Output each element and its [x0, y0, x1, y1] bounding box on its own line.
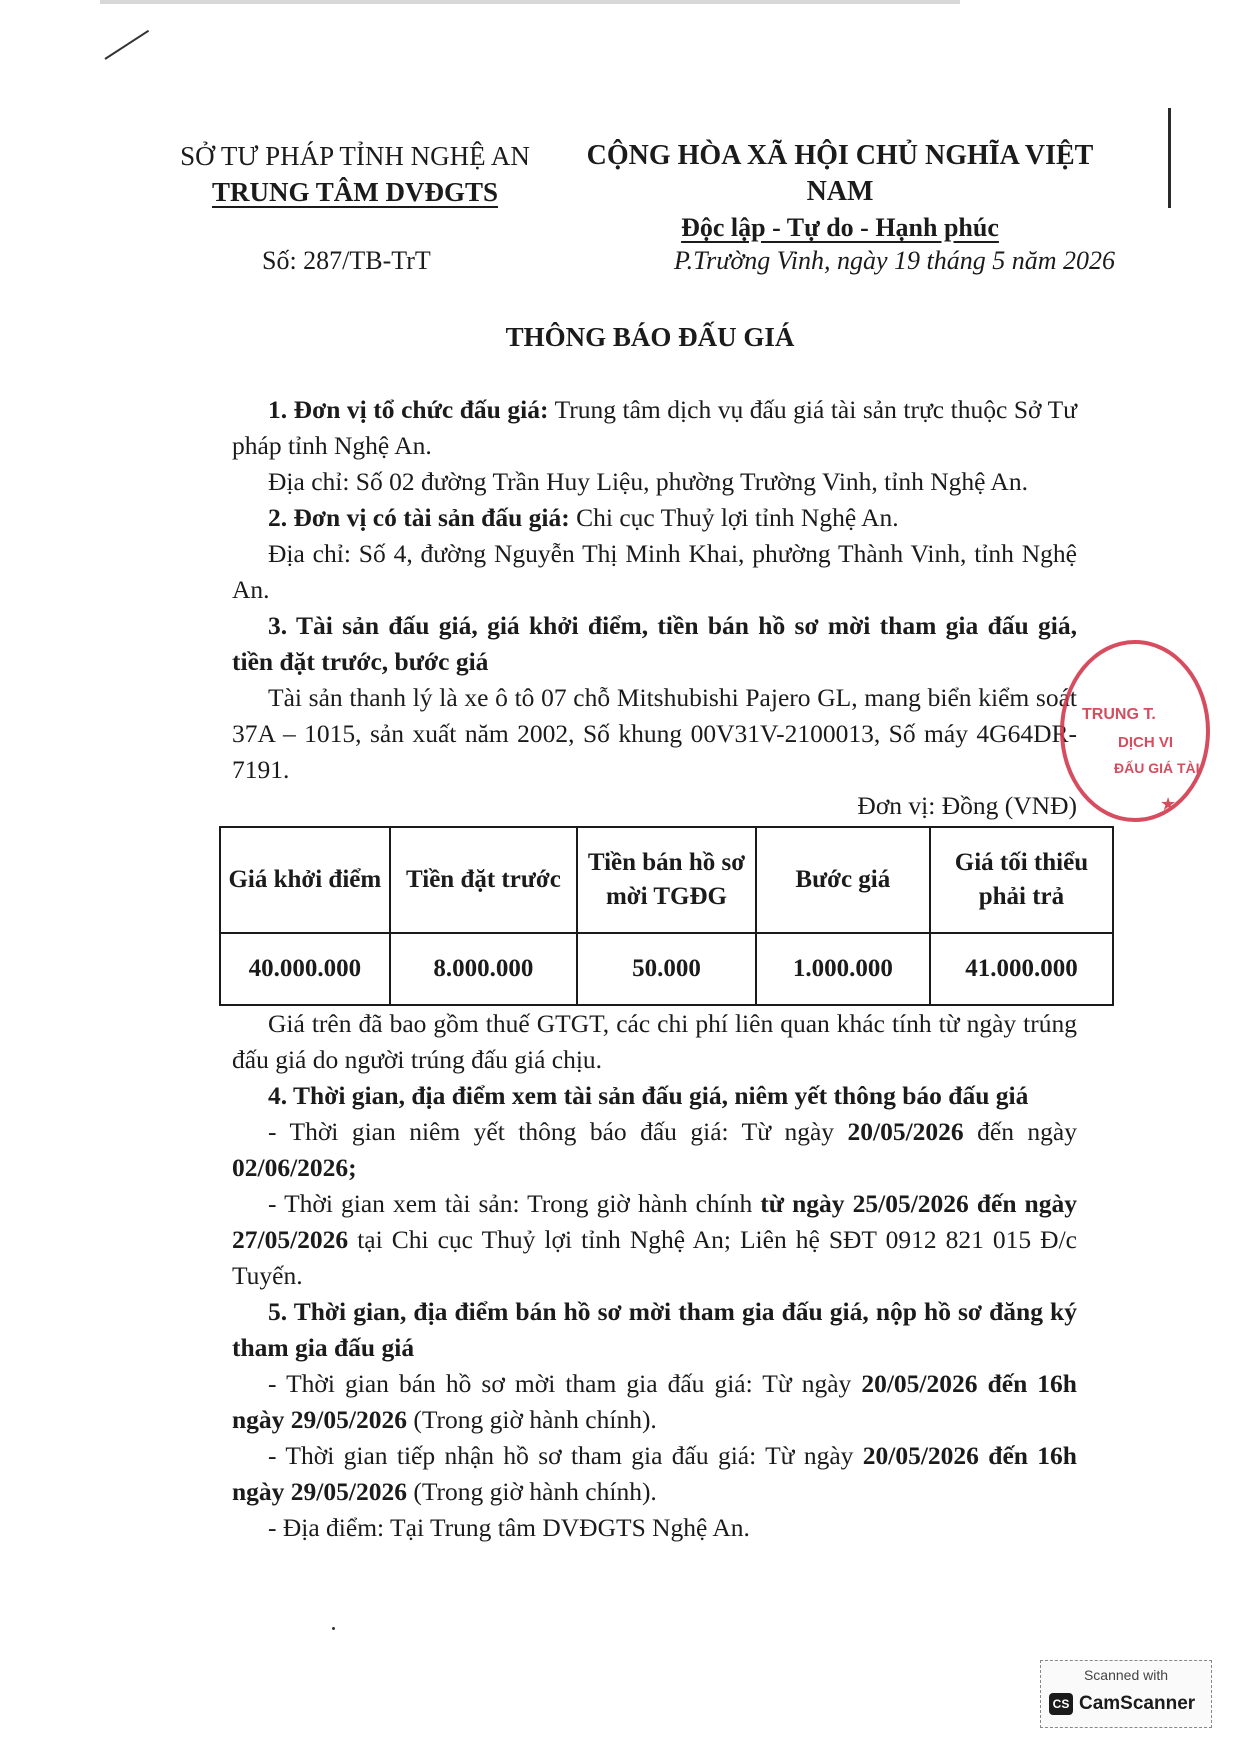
national-title: CỘNG HÒA XÃ HỘI CHỦ NGHĨA VIỆT NAM — [586, 140, 1094, 207]
section-5-item-2: - Thời gian tiếp nhận hồ sơ tham gia đấu giá: Từ ngày 20/05/2026 đến 16h ngày 29/05/2026 (Trong giờ hành chính). — [232, 1441, 1077, 1506]
table-cell: 1.000.000 — [756, 933, 930, 1005]
document-date: P.Trường Vinh, ngày 19 tháng 5 năm 2026 — [674, 246, 1115, 275]
price-note: Giá trên đã bao gồm thuế GTGT, các chi phí liên quan khác tính từ ngày trúng đấu giá do người trúng đấu giá chịu. — [232, 1009, 1077, 1074]
table-header: Giá khởi điểm — [220, 827, 390, 933]
scan-right-edge — [1168, 108, 1171, 208]
section-4-item-2: - Thời gian xem tài sản: Trong giờ hành chính từ ngày 25/05/2026 đến ngày 27/05/2026 tại Chi cục Thuỷ lợi tỉnh Nghệ An; Liên hệ SĐT 0912 821 015 Đ/c Tuyến. — [232, 1189, 1077, 1290]
pen-mark — [104, 30, 149, 60]
section-4-item-1: - Thời gian niêm yết thông báo đấu giá: Từ ngày 20/05/2026 đến ngày 02/06/2026; — [232, 1117, 1077, 1182]
section-5-heading: 5. Thời gian, địa điểm bán hồ sơ mời tham gia đấu giá, nộp hồ sơ đăng ký tham gia đấu giá — [232, 1297, 1077, 1362]
section-1: 1. Đơn vị tổ chức đấu giá: Trung tâm dịch vụ đấu giá tài sản trực thuộc Sở Tư pháp tỉnh Nghệ An. — [232, 395, 1077, 460]
section-2: 2. Đơn vị có tài sản đấu giá: Chi cục Thuỷ lợi tỉnh Nghệ An. — [268, 503, 899, 532]
camscanner-logo-icon: CS — [1049, 1693, 1073, 1715]
table-header: Tiền đặt trước — [390, 827, 578, 933]
watermark-brand: CamScanner — [1079, 1693, 1196, 1714]
section-5-item-3: - Địa điểm: Tại Trung tâm DVĐGTS Nghệ An. — [268, 1513, 750, 1542]
section-3-heading: 3. Tài sản đấu giá, giá khởi điểm, tiền bán hồ sơ mời tham gia đấu giá, tiền đặt trước, bước giá — [232, 611, 1077, 676]
issuer-header — [165, 138, 545, 210]
national-header — [560, 138, 1120, 246]
section-5-item-1: - Thời gian bán hồ sơ mời tham gia đấu giá: Từ ngày 20/05/2026 đến 16h ngày 29/05/2026 (Trong giờ hành chính). — [232, 1369, 1077, 1434]
table-header: Bước giá — [756, 827, 930, 933]
document-title: THÔNG BÁO ĐẤU GIÁ — [505, 322, 795, 352]
national-motto: Độc lập - Tự do - Hạnh phúc — [681, 213, 999, 242]
table-cell: 8.000.000 — [390, 933, 578, 1005]
currency-unit: Đơn vị: Đồng (VNĐ) — [857, 791, 1077, 820]
seal-star-icon: ★ — [1160, 794, 1177, 814]
scan-top-edge — [100, 0, 960, 4]
table-cell: 41.000.000 — [930, 933, 1113, 1005]
issuer-parent: SỞ TƯ PHÁP TỈNH NGHỆ AN — [180, 141, 530, 171]
section-2-address: Địa chỉ: Số 4, đường Nguyễn Thị Minh Khai, phường Thành Vinh, tỉnh Nghệ An. — [232, 539, 1077, 604]
document-number: Số: 287/TB-TrT — [262, 246, 431, 275]
camscanner-watermark — [1040, 1660, 1212, 1728]
watermark-caption: Scanned with — [1083, 1667, 1169, 1683]
issuer-name: TRUNG TÂM DVĐGTS — [211, 177, 499, 207]
table-row — [220, 933, 1113, 1005]
seal-text: ĐẤU GIÁ TÀI — [1114, 760, 1200, 776]
table-cell: 40.000.000 — [220, 933, 390, 1005]
seal-text: TRUNG T. — [1082, 706, 1156, 723]
document-body — [228, 392, 1089, 1546]
official-seal — [1060, 640, 1210, 822]
table-header: Tiền bán hồ sơ mời TGĐG — [577, 827, 756, 933]
section-1-address: Địa chỉ: Số 02 đường Trần Huy Liệu, phường Trường Vinh, tỉnh Nghệ An. — [268, 467, 1028, 496]
table-header: Giá tối thiểu phải trả — [930, 827, 1113, 933]
table-cell: 50.000 — [577, 933, 756, 1005]
asset-description: Tài sản thanh lý là xe ô tô 07 chỗ Mitshubishi Pajero GL, mang biển kiểm soát 37A – 1015, sản xuất năm 2002, Số khung 00V31V-2100013, Số máy 4G64DR-7191. — [232, 683, 1077, 784]
table-header-row — [220, 827, 1113, 933]
scan-speck — [332, 1627, 335, 1630]
auction-price-table — [219, 826, 1114, 1006]
section-4-heading: 4. Thời gian, địa điểm xem tài sản đấu giá, niêm yết thông báo đấu giá — [268, 1081, 1029, 1110]
seal-text: DỊCH VI — [1118, 734, 1174, 751]
